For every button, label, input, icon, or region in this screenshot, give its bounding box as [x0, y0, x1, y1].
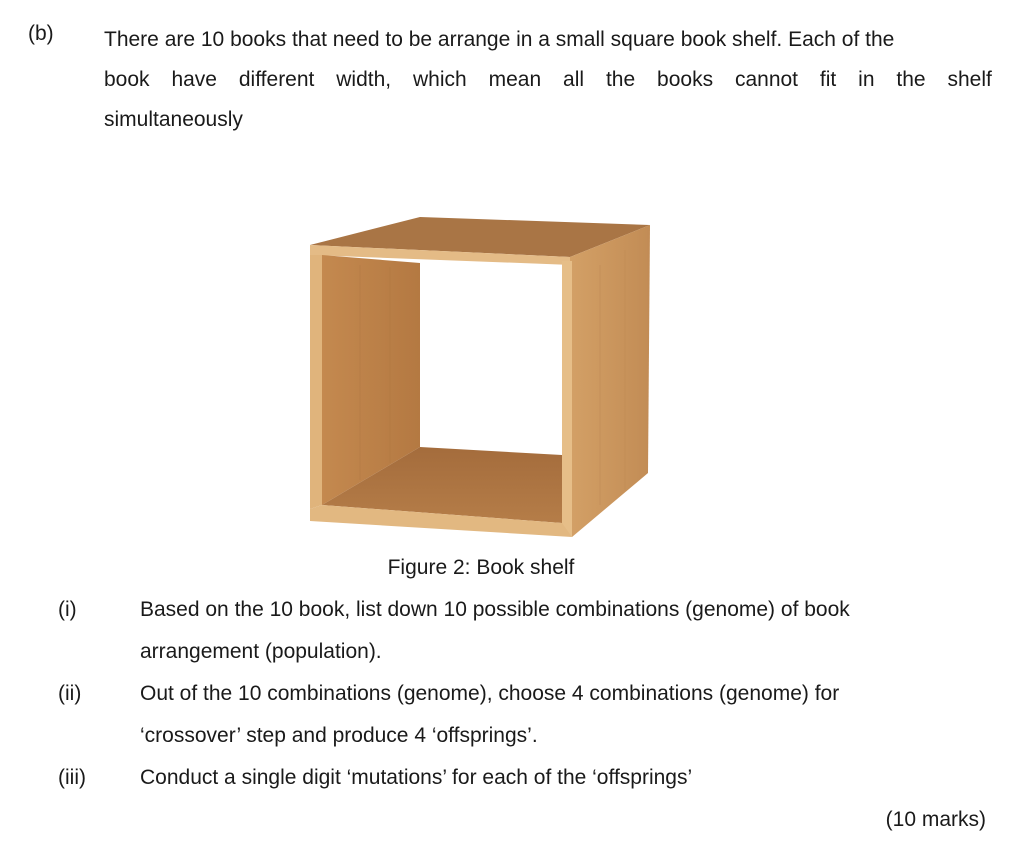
- intro-line-1: There are 10 books that need to be arrange in a small square book shelf. Each of the: [104, 28, 895, 51]
- intro-line-2-word: the: [605, 68, 636, 91]
- shelf-back-opening: [420, 263, 562, 455]
- subquestion-ii-line-1: Out of the 10 combinations (genome), choose 4 combinations (genome) for: [140, 682, 840, 705]
- subquestion-text-ii: [140, 673, 990, 757]
- question-label: (b): [28, 22, 54, 45]
- intro-line-2-word: fit: [819, 68, 837, 91]
- subquestion-text-i: [140, 589, 990, 673]
- subquestion-label-i: (i): [58, 598, 77, 621]
- intro-line-2-word: cannot: [734, 68, 799, 91]
- subquestion-i-line-1: Based on the 10 book, list down 10 possible combinations (genome) of book: [140, 598, 850, 621]
- intro-line-2-word: width,: [336, 68, 392, 91]
- figure-caption: Figure 2: Book shelf: [387, 556, 575, 579]
- bookshelf-illustration: [300, 205, 660, 545]
- intro-line-2-word: the: [896, 68, 926, 91]
- intro-line-2-word: have: [171, 68, 217, 91]
- shelf-right-front-edge: [562, 261, 572, 537]
- subquestion-label-ii: (ii): [58, 682, 82, 705]
- intro-line-2-word: book: [104, 68, 150, 91]
- intro-line-2-word: books: [657, 68, 714, 91]
- shelf-right-side: [570, 225, 650, 537]
- shelf-left-front-edge: [310, 255, 322, 509]
- subquestion-label-iii: (iii): [58, 766, 86, 789]
- intro-line-2-word: in: [858, 68, 875, 91]
- intro-line-2-word: mean: [488, 68, 542, 91]
- subquestion-ii-line-2: ‘crossover’ step and produce 4 ‘offsprings’.: [140, 724, 538, 747]
- intro-line-2: [104, 60, 992, 100]
- marks-allocation: (10 marks): [885, 808, 986, 831]
- subquestion-text-iii: [140, 757, 990, 799]
- intro-line-2-word: which: [413, 68, 467, 91]
- bookshelf-figure: [300, 205, 660, 545]
- intro-line-2-word: different: [238, 68, 315, 91]
- subquestion-i-line-2: arrangement (population).: [140, 640, 382, 663]
- subquestion-iii-line-1: Conduct a single digit ‘mutations’ for each of the ‘offsprings’: [140, 766, 693, 789]
- intro-line-2-word: shelf: [947, 68, 992, 91]
- question-intro: [104, 20, 992, 140]
- intro-line-2-word: all: [563, 68, 585, 91]
- intro-line-3: simultaneously: [104, 108, 243, 131]
